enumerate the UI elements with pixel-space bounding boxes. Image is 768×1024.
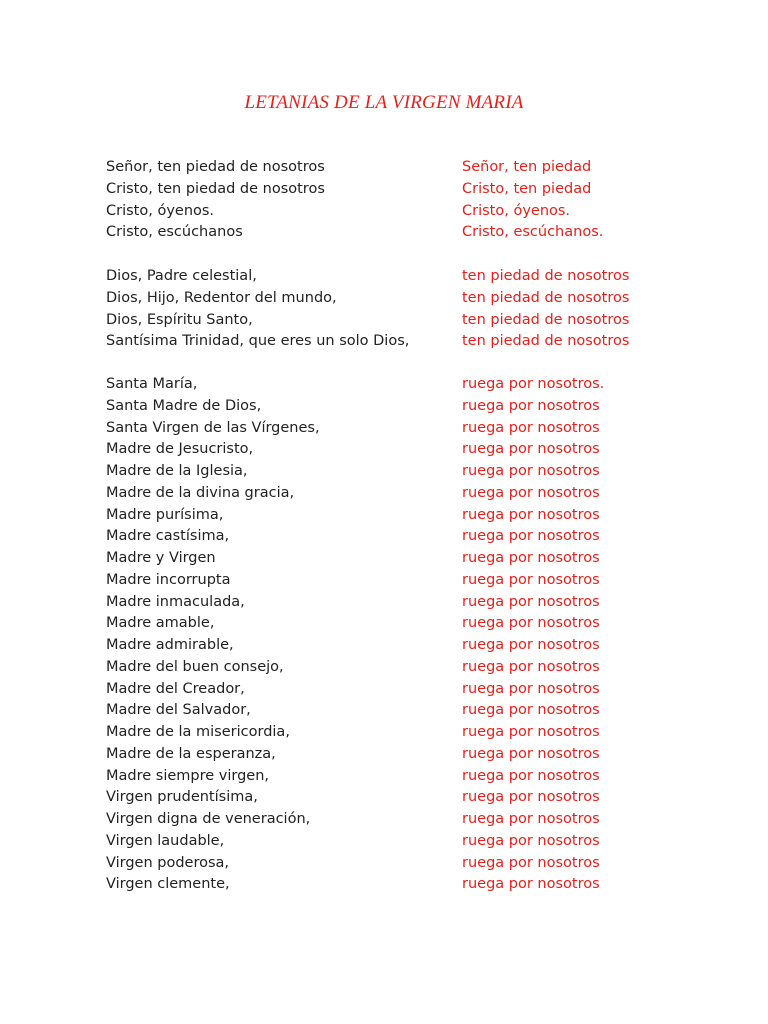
litany-row (106, 201, 706, 223)
litany-row (106, 439, 706, 461)
litany-row (106, 461, 706, 483)
document-title: LETANIAS DE LA VIRGEN MARIA (244, 92, 524, 113)
invocation-text: Señor, ten piedad de nosotros (106, 159, 325, 175)
invocation-text: Virgen poderosa, (106, 854, 230, 871)
invocation-text: Dios, Espíritu Santo, (106, 311, 253, 328)
litany-row (106, 809, 706, 831)
response-text: Cristo, escúchanos. (462, 224, 604, 241)
litany-row (106, 592, 706, 614)
litany-row (106, 570, 706, 592)
invocation-text: Dios, Padre celestial, (106, 268, 257, 284)
invocation-text: Madre de la Iglesia, (106, 463, 248, 479)
response-text: ruega por nosotros (462, 463, 600, 479)
litany-row (106, 526, 706, 548)
response-text: ruega por nosotros (462, 550, 600, 566)
litany-row (106, 679, 706, 701)
response-text: ruega por nosotros (462, 397, 600, 414)
litany-section-mary (106, 374, 706, 896)
invocation-text: Madre inmaculada, (106, 593, 245, 610)
litany-row (106, 700, 706, 722)
invocation-text: Virgen laudable, (106, 832, 225, 849)
response-text: Señor, ten piedad (462, 159, 592, 175)
response-text: ruega por nosotros (462, 767, 600, 784)
litany-row (106, 288, 706, 310)
invocation-text: Madre amable, (106, 615, 215, 632)
response-text: ruega por nosotros (462, 811, 600, 827)
invocation-text: Madre purísima, (106, 506, 224, 523)
litany-row (106, 613, 706, 635)
invocation-text: Madre castísima, (106, 528, 230, 545)
response-text: ruega por nosotros (462, 593, 600, 610)
litany-row (106, 331, 706, 353)
response-text: ruega por nosotros (462, 506, 600, 523)
invocation-text: Madre y Virgen (106, 550, 216, 566)
litany-row (106, 635, 706, 657)
response-text: ruega por nosotros (462, 484, 600, 501)
response-text: ruega por nosotros (462, 441, 600, 458)
invocation-text: Santa Virgen de las Vírgenes, (106, 419, 320, 436)
response-text: ruega por nosotros. (462, 376, 605, 392)
invocation-text: Madre de la divina gracia, (106, 484, 295, 501)
response-text: ten piedad de nosotros (462, 311, 630, 328)
litany-row (106, 657, 706, 679)
invocation-text: Madre siempre virgen, (106, 767, 270, 784)
invocation-text: Madre del Salvador, (106, 702, 251, 719)
response-text: ruega por nosotros (462, 876, 600, 893)
response-text: ruega por nosotros (462, 832, 600, 849)
invocation-text: Dios, Hijo, Redentor del mundo, (106, 289, 337, 306)
invocation-text: Santa Madre de Dios, (106, 397, 262, 414)
invocation-text: Cristo, óyenos. (106, 202, 215, 219)
litany-row (106, 483, 706, 505)
litany-row (106, 831, 706, 853)
litany-row (106, 157, 706, 179)
litany-section-invocations (106, 157, 706, 244)
invocation-text: Madre admirable, (106, 637, 234, 653)
invocation-text: Cristo, ten piedad de nosotros (106, 180, 325, 197)
litany-section-trinity (106, 266, 706, 353)
invocation-text: Virgen digna de veneración, (106, 811, 311, 827)
litany-row (106, 179, 706, 201)
response-text: ten piedad de nosotros (462, 268, 630, 284)
invocation-text: Madre de la misericordia, (106, 724, 290, 740)
invocation-text: Virgen prudentísima, (106, 789, 258, 806)
litany-row (106, 374, 706, 396)
response-text: ruega por nosotros (462, 637, 600, 653)
response-text: ruega por nosotros (462, 724, 600, 740)
response-text: Cristo, óyenos. (462, 202, 571, 219)
invocation-text: Madre incorrupta (106, 571, 231, 588)
litany-row (106, 853, 706, 875)
litany-row (106, 744, 706, 766)
litany-row (106, 266, 706, 288)
litany-row (106, 722, 706, 744)
response-text: ten piedad de nosotros (462, 289, 630, 306)
invocation-text: Madre de la esperanza, (106, 745, 276, 762)
litany-row (106, 418, 706, 440)
response-text: ruega por nosotros (462, 702, 600, 719)
litany-row (106, 505, 706, 527)
response-text: ruega por nosotros (462, 658, 600, 675)
invocation-text: Santa María, (106, 376, 198, 392)
litany-row (106, 787, 706, 809)
litany-row (106, 766, 706, 788)
response-text: ruega por nosotros (462, 571, 600, 588)
invocation-text: Madre de Jesucristo, (106, 441, 254, 458)
litany-row (106, 310, 706, 332)
response-text: ten piedad de nosotros (462, 333, 630, 350)
invocation-text: Cristo, escúchanos (106, 224, 243, 241)
response-text: ruega por nosotros (462, 854, 600, 871)
litany-row (106, 396, 706, 418)
response-text: ruega por nosotros (462, 745, 600, 762)
litany-row (106, 874, 706, 896)
response-text: ruega por nosotros (462, 528, 600, 545)
invocation-text: Madre del buen consejo, (106, 658, 284, 675)
response-text: ruega por nosotros (462, 615, 600, 632)
response-text: ruega por nosotros (462, 419, 600, 436)
invocation-text: Madre del Creador, (106, 680, 245, 697)
response-text: ruega por nosotros (462, 789, 600, 806)
invocation-text: Virgen clemente, (106, 876, 230, 893)
response-text: ruega por nosotros (462, 680, 600, 697)
response-text: Cristo, ten piedad (462, 180, 592, 197)
litany-row (106, 222, 706, 244)
invocation-text: Santísima Trinidad, que eres un solo Dios, (106, 333, 410, 350)
litany-row (106, 548, 706, 570)
